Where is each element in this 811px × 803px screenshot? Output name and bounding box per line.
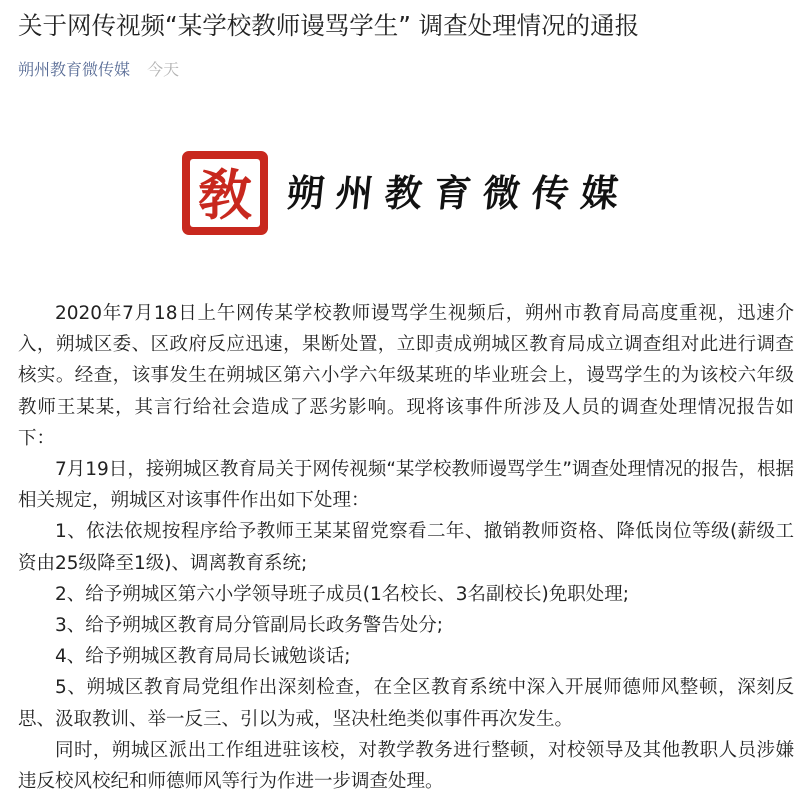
paragraph: 4、给予朔城区教育局局长诫勉谈话; bbox=[55, 646, 351, 668]
seal-logo-icon bbox=[181, 150, 269, 236]
paragraph: 1、依法依规按程序给予教师王某某留党察看二年、撤销教师资格、降低岗位等级(薪级工资由25级降至1级)、调离教育系统; bbox=[18, 521, 794, 574]
paragraph: 同时，朔城区派出工作组进驻该校，对教学教务进行整顿，对校领导及其他教职人员涉嫌违反校风校纪和师德师风等行为作进一步调查处理。 bbox=[18, 739, 794, 793]
article-meta bbox=[18, 58, 179, 82]
paragraph: 7月19日，接朔城区教育局关于网传视频“某学校教师谩骂学生”调查处理情况的报告，根据相关规定，朔城区对该事件作出如下处理： bbox=[18, 459, 794, 512]
article-content bbox=[18, 298, 794, 797]
banner-text: 朔州教育微传媒 bbox=[284, 171, 633, 215]
article-title: 关于网传视频“某学校教师谩骂学生” 调查处理情况的通报 bbox=[18, 11, 640, 40]
paragraph: 3、给予朔城区教育局分管副局长政务警告处分; bbox=[55, 615, 444, 637]
paragraph: 5、朔城区教育局党组作出深刻检查，在全区教育系统中深入开展师德师风整顿，深刻反思、汲取教训、举一反三、引以为戒，坚决杜绝类似事件再次发生。 bbox=[18, 677, 794, 730]
account-name-link[interactable]: 朔州教育微传媒 bbox=[18, 60, 131, 79]
publish-time: 今天 bbox=[147, 60, 180, 79]
paragraph: 2020年7月18日上午网传某学校教师谩骂学生视频后，朔州市教育局高度重视，迅速介入，朔城区委、区政府反应迅速，果断处置，立即责成朔城区教育局成立调查组对此进行调查核实。经查，该事发生在朔城区第六小学六年级某班的毕业班会上，谩骂学生的为该校六年级教师王某某，其言行给社会造成了恶劣影响。现将该事件所涉及人员的调查处理情况报告如下： bbox=[18, 303, 794, 449]
paragraph: 2、给予朔城区第六小学领导班子成员(1名校长、3名副校长)免职处理; bbox=[55, 583, 629, 605]
account-logo-banner bbox=[181, 150, 631, 236]
seal-glyph: 敎 bbox=[198, 163, 252, 227]
